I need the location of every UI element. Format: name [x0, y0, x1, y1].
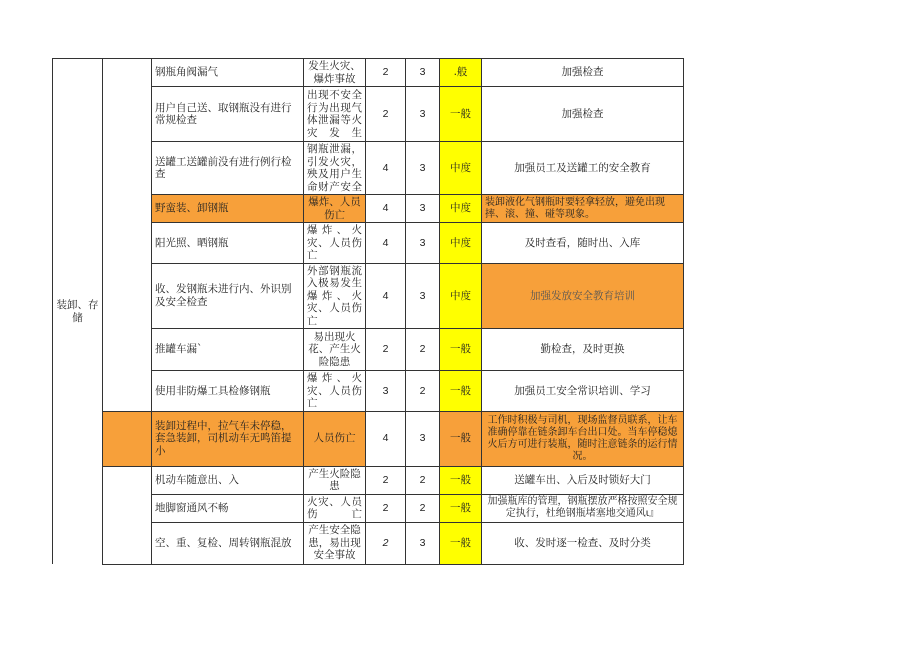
exposure-cell: 3: [406, 195, 440, 223]
risk-level-cell: 中度: [440, 223, 482, 264]
risk-level-cell: 一般: [440, 371, 482, 412]
likelihood-cell: 2: [366, 87, 406, 142]
consequence-cell: 爆炸、火灾、人员伤亡: [304, 223, 366, 264]
hazard-cell: 使用非防爆工具检修钢瓶: [152, 371, 304, 412]
hazard-cell: 用户自己送、取钢瓶没有进行常规检查: [152, 87, 304, 142]
exposure-cell: 3: [406, 263, 440, 329]
hazard-cell: 阳光照、晒钢瓶: [152, 223, 304, 264]
risk-level-cell: 一般: [440, 466, 482, 494]
hazard-cell: 送罐工送罐前没有进行例行检查: [152, 142, 304, 195]
measure-cell: 勤检查，及时更换: [482, 329, 684, 371]
measure-cell: 加强发放安全教育培训: [482, 263, 684, 329]
hazard-cell: 收、发钢瓶未进行内、外识别及安全检查: [152, 263, 304, 329]
consequence-cell: 产生安全隐患，易出现安全事故: [304, 522, 366, 564]
risk-level-cell: 一般: [440, 87, 482, 142]
likelihood-cell: 4: [366, 263, 406, 329]
risk-level-cell: 中度: [440, 142, 482, 195]
measure-cell: 及时查看，随时出、入库: [482, 223, 684, 264]
risk-level-cell: 中度: [440, 263, 482, 329]
consequence-cell: 产生火险隐患: [304, 466, 366, 494]
subcategory-cell: [103, 411, 152, 466]
exposure-cell: 2: [406, 329, 440, 371]
measure-cell: 工作时积极与司机，现场监督员联系，让车准确停靠在链条卸车台出口处。当车停稳熄火后方可进行装瓶，随时注意链条的运行情况。: [482, 411, 684, 466]
measure-cell: 加强员工及送罐工的安全教育: [482, 142, 684, 195]
likelihood-cell: 4: [366, 411, 406, 466]
hazard-cell: 野蛮装、卸钢瓶: [152, 195, 304, 223]
exposure-cell: 3: [406, 59, 440, 87]
category-cell: 装卸、存储: [53, 59, 103, 565]
exposure-cell: 3: [406, 223, 440, 264]
exposure-cell: 2: [406, 494, 440, 522]
likelihood-cell: 4: [366, 223, 406, 264]
exposure-cell: 3: [406, 411, 440, 466]
exposure-cell: 3: [406, 522, 440, 564]
consequence-cell: 出现不安全行为出现气体泄漏等火灾发生: [304, 87, 366, 142]
likelihood-cell: 4: [366, 142, 406, 195]
measure-cell: 装卸液化气钢瓶时要轻拿轻放，避免出现摔、滚、撞、碰等现象。: [482, 195, 684, 223]
likelihood-cell: 2: [366, 522, 406, 564]
exposure-cell: 3: [406, 142, 440, 195]
exposure-cell: 2: [406, 371, 440, 412]
consequence-cell: 火灾、人员伤亡: [304, 494, 366, 522]
risk-level-cell: .般: [440, 59, 482, 87]
risk-level-cell: 中度: [440, 195, 482, 223]
risk-assessment-table: [52, 58, 684, 565]
risk-level-cell: 一般: [440, 522, 482, 564]
consequence-cell: 爆炸、人员伤亡: [304, 195, 366, 223]
hazard-cell: 地脚窗通风不畅: [152, 494, 304, 522]
likelihood-cell: 2: [366, 59, 406, 87]
likelihood-cell: 3: [366, 371, 406, 412]
subcategory-cell: [103, 59, 152, 412]
risk-level-cell: 一般: [440, 411, 482, 466]
measure-cell: 加强检查: [482, 59, 684, 87]
risk-level-cell: 一般: [440, 329, 482, 371]
measure-cell: 收、发时逐一检查、及时分类: [482, 522, 684, 564]
exposure-cell: 3: [406, 87, 440, 142]
risk-level-cell: 一般: [440, 494, 482, 522]
hazard-cell: 推罐车漏`: [152, 329, 304, 371]
measure-cell: 加强检查: [482, 87, 684, 142]
exposure-cell: 2: [406, 466, 440, 494]
subcategory-cell: [103, 466, 152, 564]
consequence-cell: 爆炸、火灾、人员伤亡: [304, 371, 366, 412]
likelihood-cell: 2: [366, 466, 406, 494]
likelihood-cell: 2: [366, 329, 406, 371]
consequence-cell: 发生火灾、爆炸事故: [304, 59, 366, 87]
measure-cell: 送罐车出、入后及时锁好大门: [482, 466, 684, 494]
hazard-cell: 机动车随意出、入: [152, 466, 304, 494]
measure-cell: 加强瓶库的管理，钢瓶摆放严格按照安全规定执行，杜绝钢瓶堵塞地交通风ι』: [482, 494, 684, 522]
measure-cell: 加强员工安全常识培训、学习: [482, 371, 684, 412]
consequence-cell: 钢瓶泄漏，引发火灾，殃及用户生命财产安全: [304, 142, 366, 195]
likelihood-cell: 4: [366, 195, 406, 223]
likelihood-cell: 2: [366, 494, 406, 522]
hazard-cell: 空、重、复检、周转钢瓶混放: [152, 522, 304, 564]
consequence-cell: 外部钢瓶流入极易发生爆炸、火灾、人员伤亡: [304, 263, 366, 329]
hazard-cell: 装卸过程中，拉气车未停稳，套急装卸，司机动车无鸣笛提小: [152, 411, 304, 466]
consequence-cell: 人员伤亡: [304, 411, 366, 466]
hazard-cell: 钢瓶角阀漏气: [152, 59, 304, 87]
consequence-cell: 易出现火花、产生火险隐患: [304, 329, 366, 371]
